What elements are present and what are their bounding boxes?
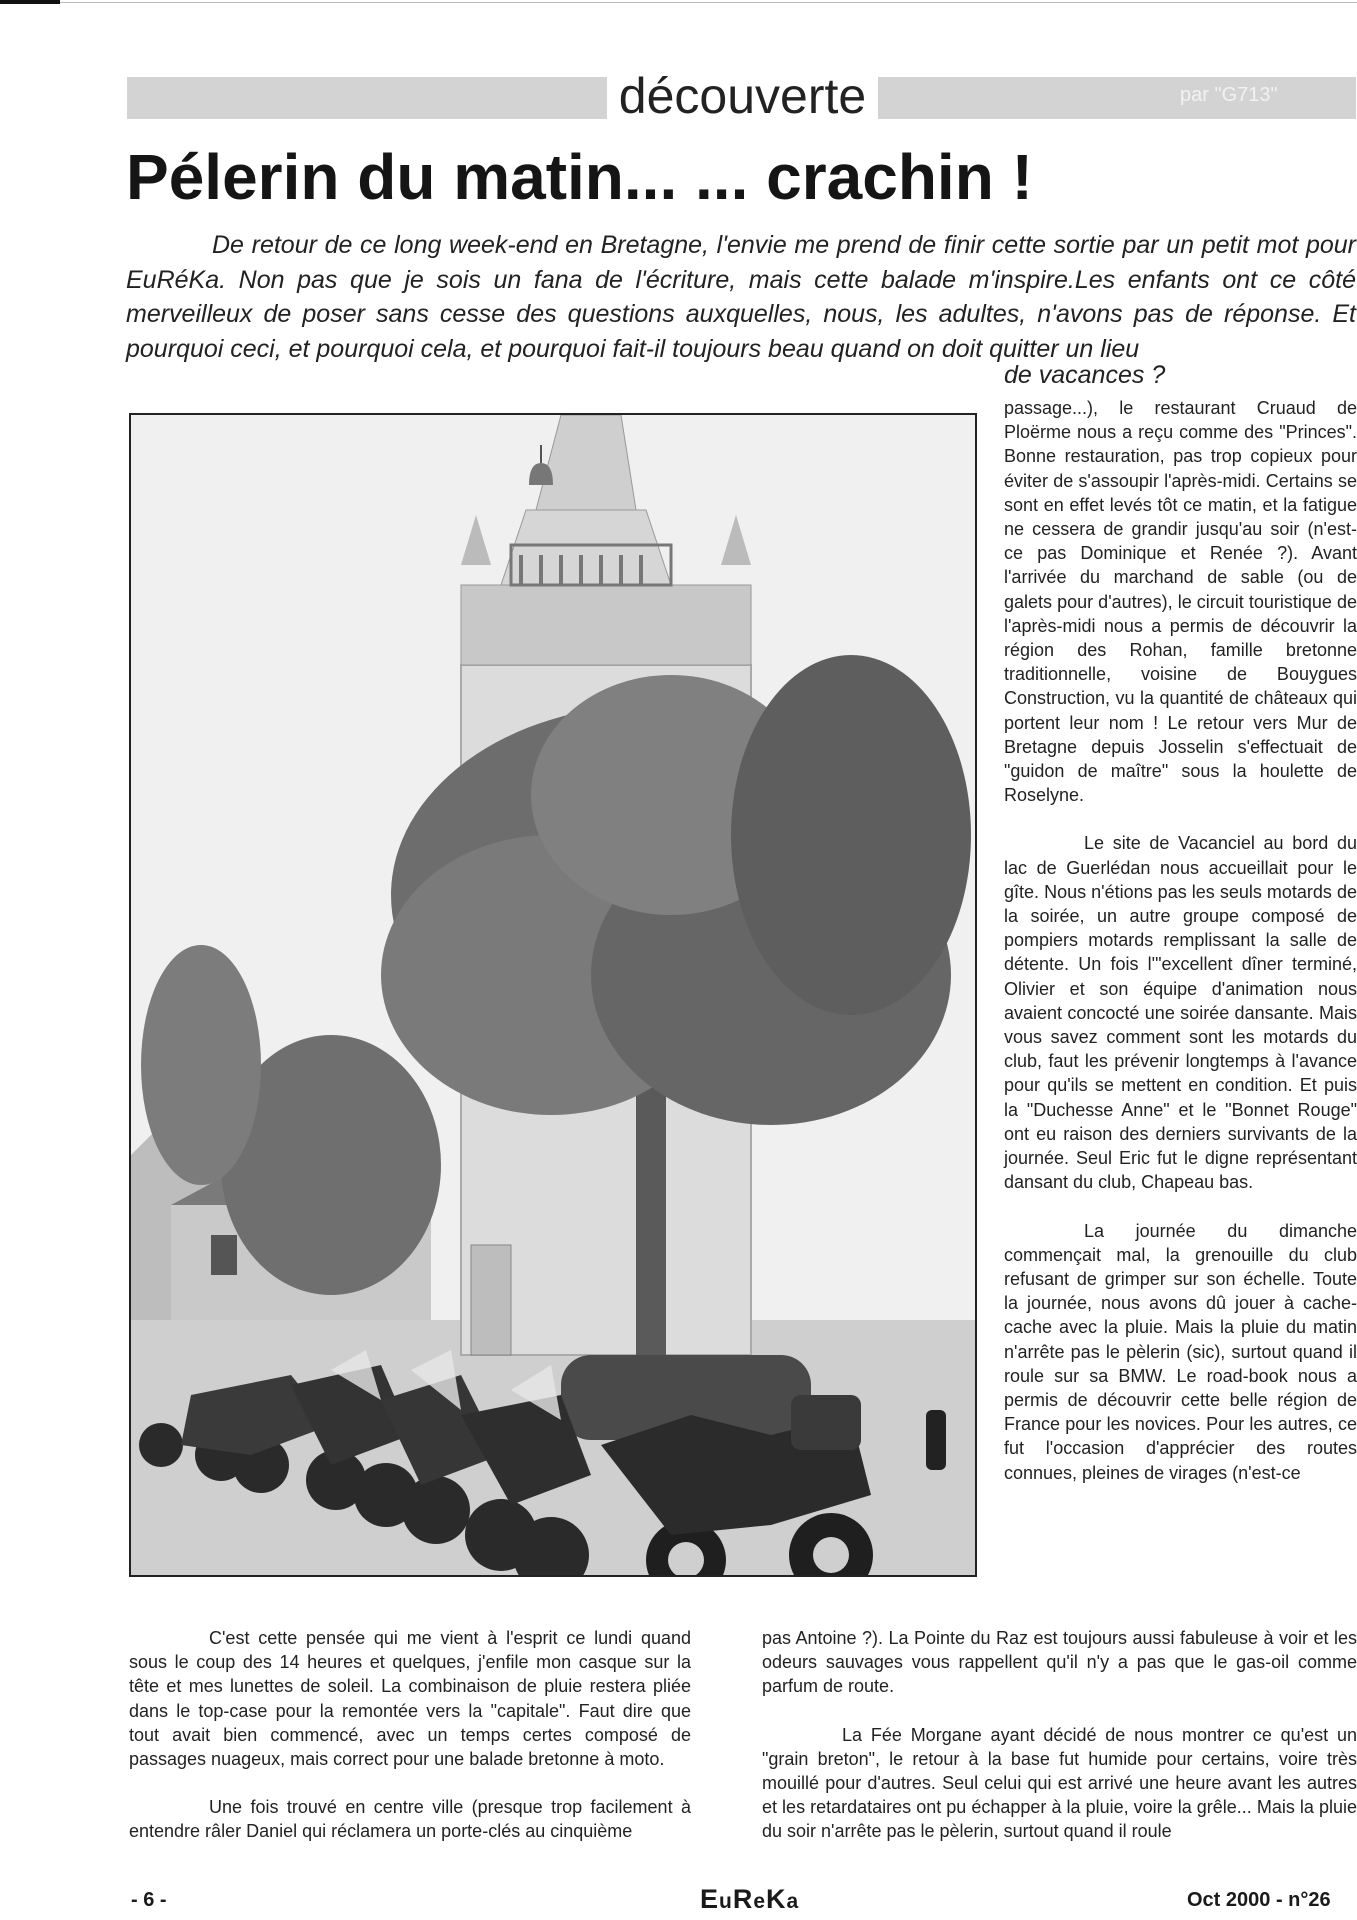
article-photo: [129, 413, 977, 1577]
header-band-left: [127, 77, 607, 119]
page-number: - 6 -: [131, 1889, 167, 1911]
top-rule: [0, 0, 1357, 4]
right-paragraph-2: Le site de Vacanciel au bord du lac de Guerlédan nous accueillait pour le gîte. Nous n'étions pas les seuls motards de la soirée, un autre groupe composé de pompiers motards remplissant la salle de détente. Un fois l'"excellent dîner terminé, Olivier et son équipe d'animation nous avaient concocté une soirée dansante. Mais vous savez comment sont les motards du club, faut les prévenir longtemps à l'avance pour qu'ils se mettent en condition. Et puis la "Duchesse Anne" et le "Bonnet Rouge" ont eu raison des derniers survivants de la journée. Seul Eric fut le digne représentant dansant du club, Chapeau bas.: [1004, 833, 1357, 1193]
middle-paragraph-2: La Fée Morgane ayant décidé de nous montrer ce qu'est un "grain breton", le retour à la base fut humide pour certains, voire très mouillé pour d'autres. Seul celui qui est arrivé une heure avant les autres et les retardataires ont pu échapper à la pluie, voire la grêle... Mais la pluie du soir n'arrête pas le pèlerin, surtout quand il roule: [762, 1724, 1357, 1842]
issue-info: Oct 2000 - n°26: [1187, 1889, 1331, 1911]
middle-paragraph-1: pas Antoine ?). La Pointe du Raz est toujours aussi fabuleuse à voir et les odeurs sauvages vous rappellent qu'il n'y a pas que le gas-oil comme parfum de route.: [762, 1628, 1357, 1697]
right-paragraph-1: passage...), le restaurant Cruaud de Ploërme nous a reçu comme des "Princes". Bonne restauration, pas trop copieux pour éviter de s'assoupir l'après-midi. Certains se sont en effet levés tôt ce matin, et la fatigue ne cessera de grandir jusqu'au soir (n'est-ce pas Dominique et Renée ?). Avant l'arrivée du marchand de sable (ou de galets pour d'autres), le circuit touristique de l'après-midi nous a permis de découvrir la région des Rohan, famille bretonne traditionnelle, voisine de Bouygues Construction, vu la quantité de châteaux qui portent leur nom ! Le retour vers Mur de Bretagne depuis Josselin s'effectuait de "guidon de maître" sous la houlette de Roselyne.: [1004, 398, 1357, 806]
right-column: [1004, 396, 1357, 1509]
left-paragraph-2: Une fois trouvé en centre ville (presque trop facilement à entendre râler Daniel qui réclamera un porte-clés au cinquième: [129, 1797, 691, 1842]
header-band-right: [878, 77, 1356, 119]
article-intro: [126, 228, 1356, 366]
middle-column: [762, 1626, 1357, 1868]
magazine-logo: EuReKa: [700, 1884, 800, 1914]
intro-tail: de vacances ?: [1004, 361, 1166, 389]
church-motorcycles-illustration: [131, 415, 975, 1575]
right-paragraph-3: La journée du dimanche commençait mal, la grenouille du club refusant de grimper sur son échelle. Toute la journée, nous avons dû jouer à cache-cache avec la pluie. Mais la pluie du matin n'arrête pas le pèlerin (sic), surtout quand il roule sur sa BMW. Le road-book nous a permis de découvrir cette belle région de France pour les novices. Pour les autres, ce fut l'occasion d'apprécier des routes connues, pleines de virages (n'est-ce: [1004, 1220, 1357, 1483]
author-credit: par "G713": [1180, 84, 1278, 106]
intro-paragraph: De retour de ce long week-end en Bretagne, l'envie me prend de finir cette sortie par un petit mot pour EuRéKa. Non pas que je sois un fana de l'écriture, mais cette balade m'inspire.Les enfants ont ce côté merveilleux de poser sans cesse des questions auxquelles, nous, les adultes, n'avons pas de réponse. Et pourquoi ceci, et pourquoi cela, et pourquoi fait-il toujours beau quand on doit quitter un lieu: [126, 231, 1356, 363]
article-title: Pélerin du matin... ... crachin !: [126, 141, 1033, 213]
section-label: découverte: [618, 68, 867, 124]
left-column: [129, 1626, 691, 1868]
left-paragraph-1: C'est cette pensée qui me vient à l'esprit ce lundi quand sous le coup des 14 heures et quelques, j'enfile mon casque sur la tête et mes lunettes de soleil. La combinaison de pluie restera pliée dans le top-case pour la remontée vers la "capitale". Faut dire que tout avait bien commencé, avec un temps certes composé de passages nuageux, mais correct pour une balade bretonne à moto.: [129, 1628, 691, 1770]
